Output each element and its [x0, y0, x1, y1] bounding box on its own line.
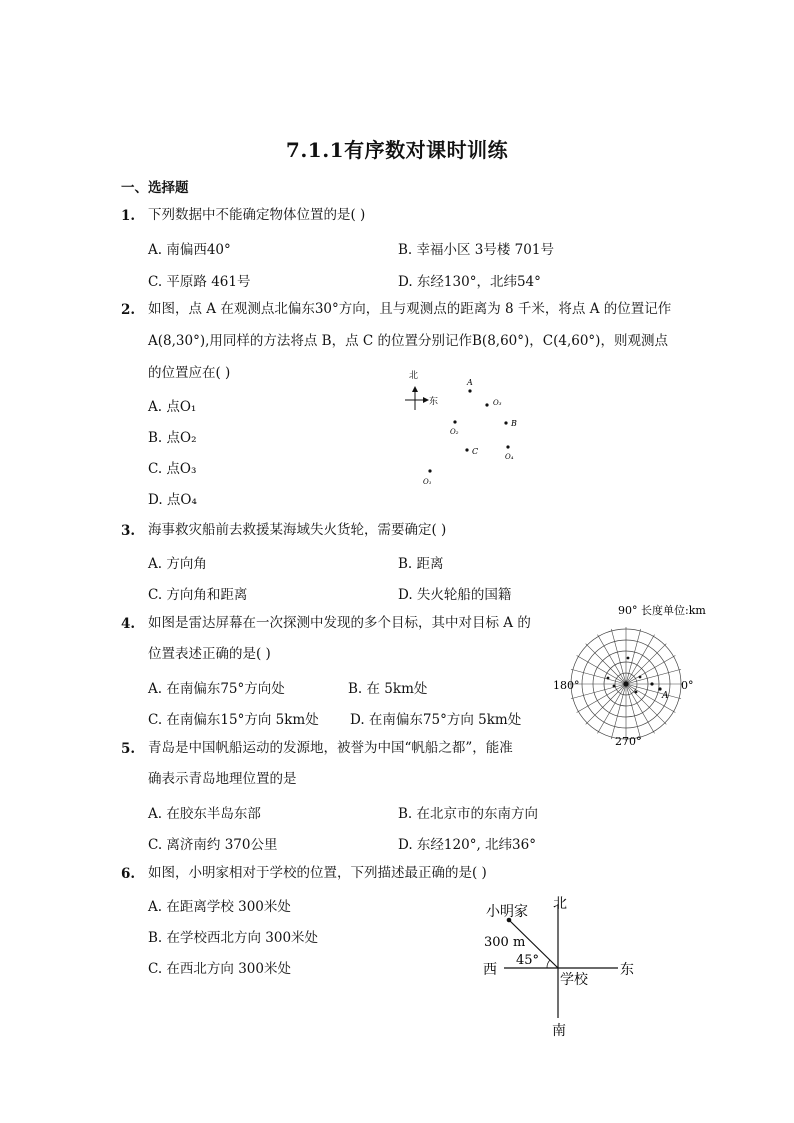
- target-point: [650, 682, 653, 685]
- section-heading: 一、选择题: [121, 180, 189, 196]
- point-b-label: B: [511, 419, 517, 428]
- option-d: D. 东经120°, 北纬36°: [398, 837, 536, 853]
- option-c: C. 在西北方向 300米处: [148, 961, 291, 977]
- option-b: B. 幸福小区 3号楼 701号: [398, 242, 554, 258]
- question-stem: 下列数据中不能确定物体位置的是( ): [148, 207, 366, 223]
- angle-label: 45°: [516, 953, 540, 968]
- point-o4: [506, 445, 509, 448]
- distance-label: 300 m: [484, 935, 526, 950]
- option-d: D. 在南偏东75°方向 5km处: [350, 712, 522, 728]
- option-a: A. 方向角: [148, 556, 207, 572]
- school-label: 学校: [560, 972, 588, 988]
- option-b: B. 在北京市的东南方向: [398, 806, 539, 822]
- question-stem-line: 如图，点 A 在观测点北偏东30°方向，且与观测点的距离为 8 千米，将点 A 的位置记作: [148, 301, 672, 317]
- point-o3-label: O₃: [493, 399, 502, 407]
- option-a: A. 在胶东半岛东部: [148, 806, 261, 822]
- radar-spoke: [626, 644, 666, 684]
- point-o2-label: O₂: [450, 428, 459, 436]
- option-b: B. 距离: [398, 556, 444, 572]
- option-b: B. 在学校西北方向 300米处: [148, 930, 319, 946]
- target-point: [613, 685, 616, 688]
- question-number: 4.: [121, 616, 136, 632]
- radar-right-label: 0°: [681, 679, 694, 692]
- point-o3: [485, 403, 488, 406]
- question-stem: 如图，小明家相对于学校的位置，下列描述最正确的是( ): [148, 865, 487, 881]
- school-location-figure: [478, 890, 648, 1040]
- question-number: 2.: [121, 302, 136, 318]
- option-b: B. 在 5km处: [348, 681, 428, 697]
- option-b: B. 点O₂: [148, 430, 197, 446]
- option-a: A. 在距离学校 300米处: [148, 899, 291, 915]
- point-o2: [453, 420, 456, 423]
- point-c-label: C: [472, 447, 479, 456]
- option-c: C. 点O₃: [148, 461, 197, 477]
- option-a: A. 南偏西40°: [148, 242, 231, 258]
- point-a-label: A: [467, 378, 473, 387]
- question-number: 5.: [121, 741, 136, 757]
- option-d: D. 点O₄: [148, 492, 197, 508]
- home-label: 小明家: [486, 904, 528, 920]
- target-a-label: A: [662, 691, 669, 701]
- target-point: [639, 676, 642, 679]
- radar-bottom-label: 270°: [615, 735, 642, 748]
- question-stem-line: 如图是雷达屏幕在一次探测中发现的多个目标，其中对目标 A 的: [148, 615, 531, 631]
- west-label: 西: [483, 962, 497, 978]
- point-o4-label: O₄: [505, 453, 514, 461]
- radar-left-label: 180°: [553, 679, 580, 692]
- question-number: 3.: [121, 523, 136, 539]
- east-label: 东: [429, 397, 439, 407]
- point-a: [468, 389, 471, 392]
- question-number: 6.: [121, 866, 136, 882]
- option-c: C. 平原路 461号: [148, 274, 251, 290]
- option-c: C. 离济南约 370公里: [148, 837, 278, 853]
- target-point: [607, 677, 610, 680]
- observation-figure: [395, 362, 535, 492]
- option-c: C. 方向角和距离: [148, 587, 248, 603]
- question-stem-line: A(8,30°),用同样的方法将点 B，点 C 的位置分别记作B(8,60°)，C(4,60°)，则观测点: [148, 333, 668, 349]
- radar-top-label: 90° 长度单位:km: [618, 604, 706, 617]
- radar-spoke: [586, 684, 626, 724]
- target-point: [635, 691, 638, 694]
- option-d: D. 东经130°，北纬54°: [398, 274, 541, 290]
- option-a: A. 在南偏东75°方向处: [148, 681, 285, 697]
- question-stem-line: 的位置应在( ): [148, 365, 231, 381]
- target-point: [627, 657, 630, 660]
- radar-spoke: [586, 644, 626, 684]
- radar-figure: [548, 598, 738, 750]
- option-a: A. 点O₁: [148, 399, 197, 415]
- north-label: 北: [409, 371, 419, 381]
- question-stem: 海事救灾船前去救援某海域失火货轮，需要确定( ): [148, 522, 447, 538]
- question-stem-line: 位置表述正确的是( ): [148, 646, 271, 662]
- south-label: 南: [552, 1023, 566, 1039]
- point-o1: [428, 469, 431, 472]
- east-label: 东: [620, 962, 634, 978]
- option-d: D. 失火轮船的国籍: [398, 587, 512, 603]
- point-c: [465, 448, 468, 451]
- point-o1-label: O₁: [423, 478, 432, 486]
- question-number: 1.: [121, 208, 136, 224]
- page-title: 7.1.1有序数对课时训练: [285, 138, 509, 162]
- option-c: C. 在南偏东15°方向 5km处: [148, 712, 319, 728]
- question-stem-line: 青岛是中国帆船运动的发源地，被誉为中国“帆船之都”，能准: [148, 740, 513, 756]
- question-stem-line: 确表示青岛地理位置的是: [148, 771, 297, 787]
- north-label: 北: [553, 896, 567, 912]
- point-b: [504, 421, 507, 424]
